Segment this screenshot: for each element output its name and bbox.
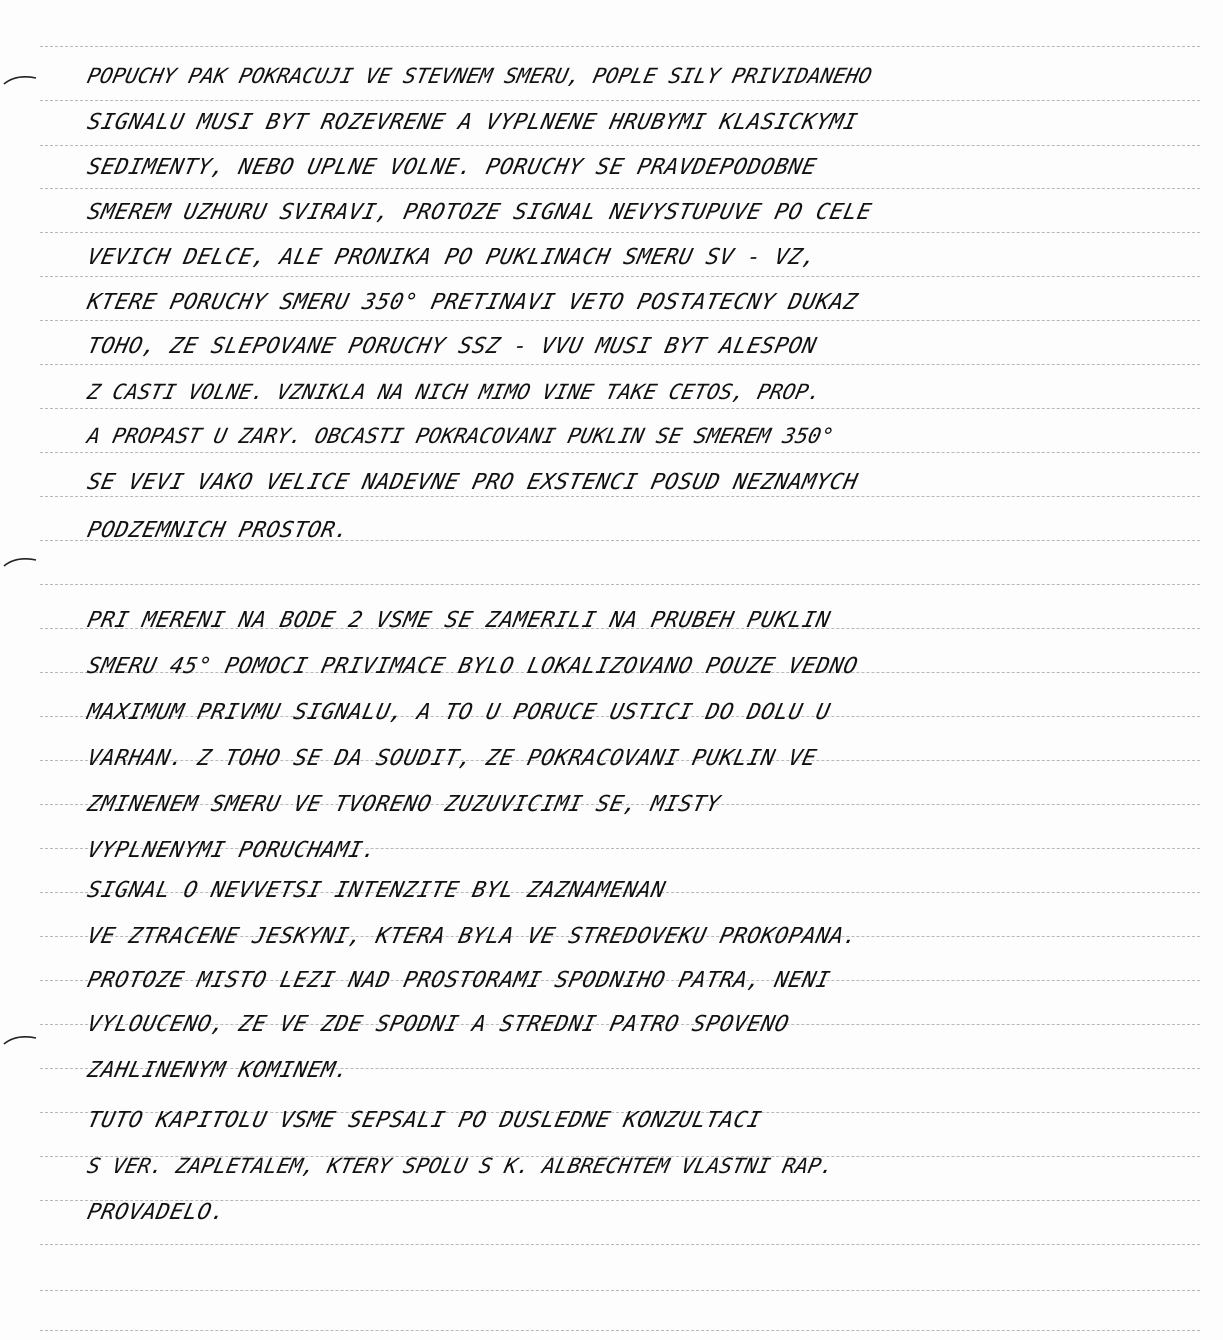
text-line: PROVADELO. bbox=[85, 1200, 228, 1225]
ruled-line bbox=[40, 408, 1200, 409]
ruled-line bbox=[40, 452, 1200, 453]
text-line: SIGNAL O NEVVETSI INTENZITE BYL ZAZNAMENAN bbox=[85, 878, 668, 903]
text-line: VARHAN. Z TOHO SE DA SOUDIT, ZE POKRACOVANI PUKLIN VE bbox=[85, 746, 819, 771]
text-line: TUTO KAPITOLU VSME SEPSALI PO DUSLEDNE KONZULTACI bbox=[85, 1108, 764, 1133]
margin-tick-mark bbox=[2, 554, 42, 568]
text-line: PODZEMNICH PROSTOR. bbox=[85, 518, 352, 543]
ruled-line bbox=[40, 1290, 1200, 1291]
ruled-line bbox=[40, 1244, 1200, 1245]
text-line: ZMINENEM SMERU VE TVORENO ZUZUVICIMI SE, MISTY bbox=[85, 792, 723, 817]
text-line: MAXIMUM PRIVMU SIGNALU, A TO U PORUCE USTICI DO DOLU U bbox=[85, 700, 833, 725]
margin-tick-mark bbox=[2, 72, 42, 86]
text-line: VYLOUCENO, ZE VE ZDE SPODNI A STREDNI PATRO SPOVENO bbox=[85, 1012, 792, 1037]
ruled-line bbox=[40, 584, 1200, 585]
ruled-line bbox=[40, 188, 1200, 189]
ruled-line bbox=[40, 46, 1200, 47]
text-line: ZAHLINENYM KOMINEM. bbox=[85, 1058, 352, 1083]
text-line: SE VEVI VAKO VELICE NADEVNE PRO EXSTENCI POSUD NEZNAMYCH bbox=[85, 470, 861, 495]
text-line: S VER. ZAPLETALEM, KTERY SPOLU S K. ALBRECHTEM VLASTNI RAP. bbox=[85, 1154, 837, 1178]
text-line: Z CASTI VOLNE. VZNIKLA NA NICH MIMO VINE TAKE CETOS, PROP. bbox=[85, 380, 824, 404]
text-line: VE ZTRACENE JESKYNI, KTERA BYLA VE STREDOVEKU PROKOPANA. bbox=[85, 924, 861, 949]
text-line: TOHO, ZE SLEPOVANE PORUCHY SSZ - VVU MUSI BYT ALESPON bbox=[85, 334, 819, 359]
ruled-line bbox=[40, 145, 1200, 146]
text-line: VYPLNENYMI PORUCHAMI. bbox=[85, 838, 379, 863]
text-line: POPUCHY PAK POKRACUJI VE STEVNEM SMERU, POPLE SILY PRIVIDANEHO bbox=[85, 64, 874, 88]
text-line: SMEREM UZHURU SVIRAVI, PROTOZE SIGNAL NEVYSTUPUVE PO CELE bbox=[85, 200, 874, 225]
ruled-line bbox=[40, 1330, 1200, 1331]
text-line: KTERE PORUCHY SMERU 350° PRETINAVI VETO POSTATECNY DUKAZ bbox=[85, 290, 861, 315]
margin-tick-mark bbox=[2, 1032, 42, 1046]
ruled-line bbox=[40, 496, 1200, 497]
text-line: VEVICH DELCE, ALE PRONIKA PO PUKLINACH SMERU SV - VZ, bbox=[85, 245, 819, 270]
text-line: PRI MERENI NA BODE 2 VSME SE ZAMERILI NA PRUBEH PUKLIN bbox=[85, 608, 833, 633]
text-line: SEDIMENTY, NEBO UPLNE VOLNE. PORUCHY SE PRAVDEPODOBNE bbox=[85, 155, 819, 180]
text-line: SIGNALU MUSI BYT ROZEVRENE A VYPLNENE HRUBYMI KLASICKYMI bbox=[85, 110, 861, 135]
ruled-line bbox=[40, 100, 1200, 101]
text-line: SMERU 45° POMOCI PRIVIMACE BYLO LOKALIZOVANO POUZE VEDNO bbox=[85, 654, 861, 679]
text-line: A PROPAST U ZARY. OBCASTI POKRACOVANI PUKLIN SE SMEREM 350° bbox=[85, 424, 837, 448]
ruled-line bbox=[40, 232, 1200, 233]
ruled-line bbox=[40, 364, 1200, 365]
ruled-line bbox=[40, 276, 1200, 277]
ruled-line bbox=[40, 320, 1200, 321]
text-line: PROTOZE MISTO LEZI NAD PROSTORAMI SPODNIHO PATRA, NENI bbox=[85, 968, 833, 993]
